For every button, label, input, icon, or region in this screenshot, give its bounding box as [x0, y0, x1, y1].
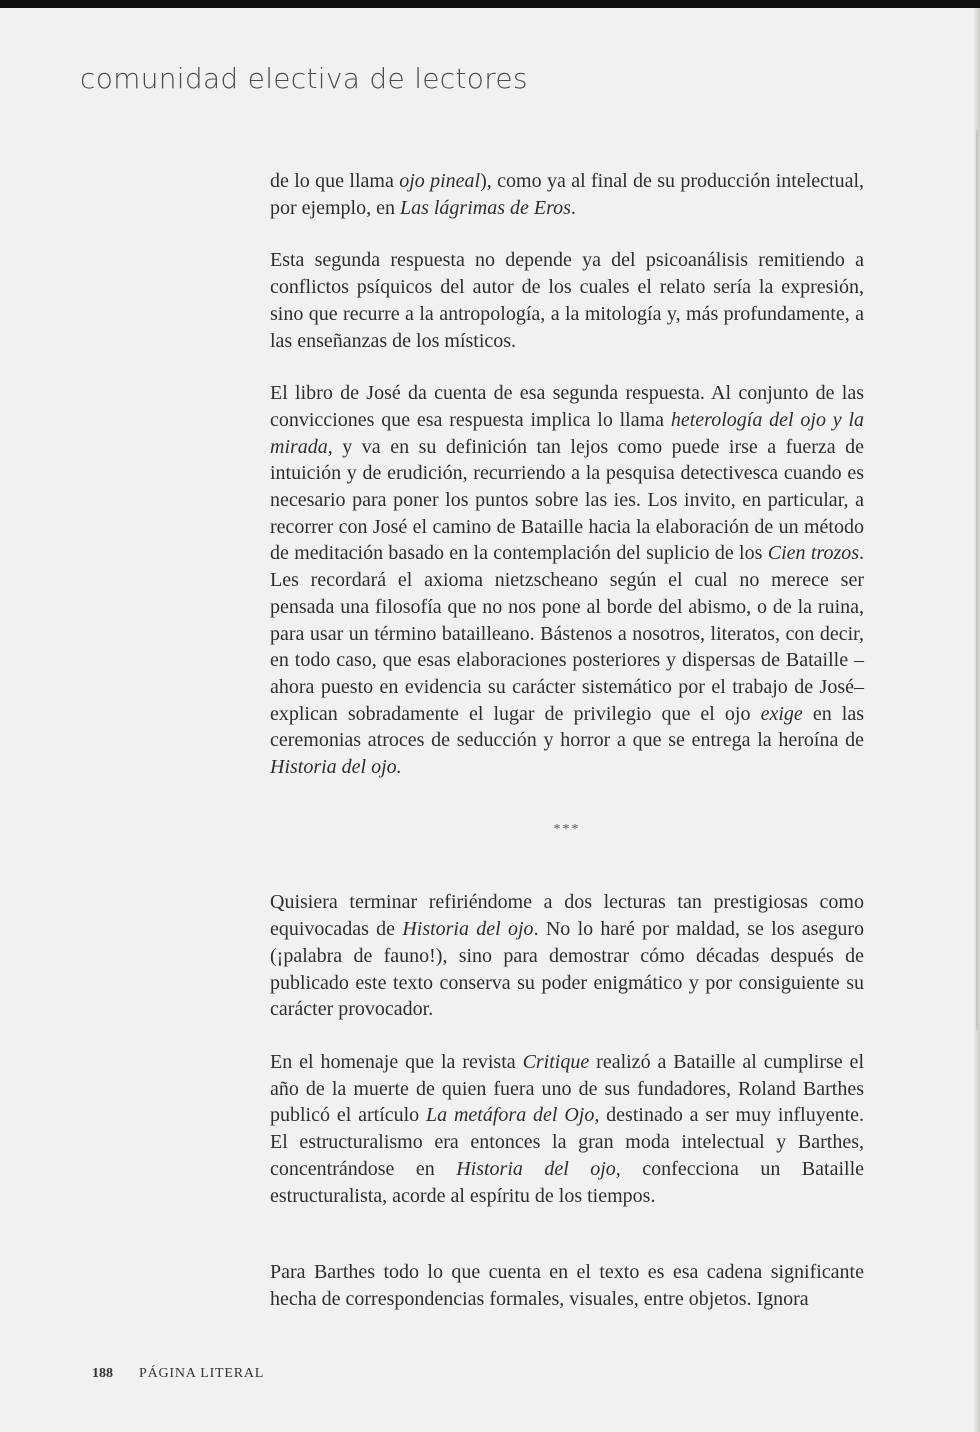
body-text: [270, 168, 864, 1313]
paragraph-5: En el homenaje que la revista Critique realizó a Bataille al cumplirse el año de la muerte de quien fuera uno de sus fundadores, Roland Barthes publicó el artículo La metáfora del Ojo, destinado a ser muy influyente. El estructuralismo era entonces la gran moda intelectual y Barthes, concentrándose en Historia del ojo, confecciona un Bataille estructuralista, acorde al espíritu de los tiempos.: [270, 1050, 865, 1207]
running-head: comunidad electiva de lectores: [80, 62, 528, 95]
paragraph-6: Para Barthes todo lo que cuenta en el texto es esa cadena significante hecha de correspondencias formales, visuales, entre objetos. Ignora: [270, 1261, 864, 1310]
paragraph-2: Esta segunda respuesta no depende ya del psicoanálisis remitiendo a conflictos psíquicos del autor de los cuales el relato sería la expresión, sino que recurre a la antropología, a la mitología y, más profundamente, a las enseñanzas de los místicos.: [270, 249, 864, 352]
section-separator: ***: [553, 821, 581, 837]
scan-top-edge: [0, 0, 980, 8]
paragraph-3: El libro de José da cuenta de esa segunda respuesta. Al conjunto de las convicciones que esa respuesta implica lo llama heterología del ojo y la mirada, y va en su definición tan lejos como puede irse a fuerza de intuición y de erudición, recurriendo a la pesquisa detectivesca cuando es necesario para poner los puntos sobre las ies. Los invito, en particular, a recorrer con José el camino de Bataille hacia la elaboración de un método de meditación basado en la contemplación del suplicio de los Cien trozos. Les recordará el axioma nietzscheano según el cual no merece ser pensada una filosofía que no nos pone al borde del abismo, o de la ruina, para usar un término batailleano. Bástenos a nosotros, literatos, con decir, en todo caso, que esas elaboraciones posteriores y dispersas de Bataille –ahora puesto en evidencia su carácter sistemático por el trabajo de José– explican sobradamente el lugar de privilegio que el ojo exige en las ceremonias atroces de seducción y horror a que se entrega la heroína de Historia del ojo.: [270, 382, 865, 779]
scan-right-shadow: [976, 130, 978, 1030]
page-number: 188: [92, 1366, 113, 1381]
paragraph-1: de lo que llama ojo pineal), como ya al final de su producción intelectual, por ejemplo, en Las lágrimas de Eros.: [270, 170, 865, 219]
paragraph-4: Quisiera terminar refiriéndome a dos lecturas tan prestigiosas como equivocadas de Historia del ojo. No lo haré por maldad, se los aseguro (¡palabra de fauno!), sino para demostrar cómo décadas después de publicado este texto conserva su poder enigmático y por consiguiente su carácter provocador.: [270, 891, 865, 1021]
publication-name: PÁGINA LITERAL: [139, 1366, 265, 1381]
page-footer: [92, 1366, 264, 1382]
